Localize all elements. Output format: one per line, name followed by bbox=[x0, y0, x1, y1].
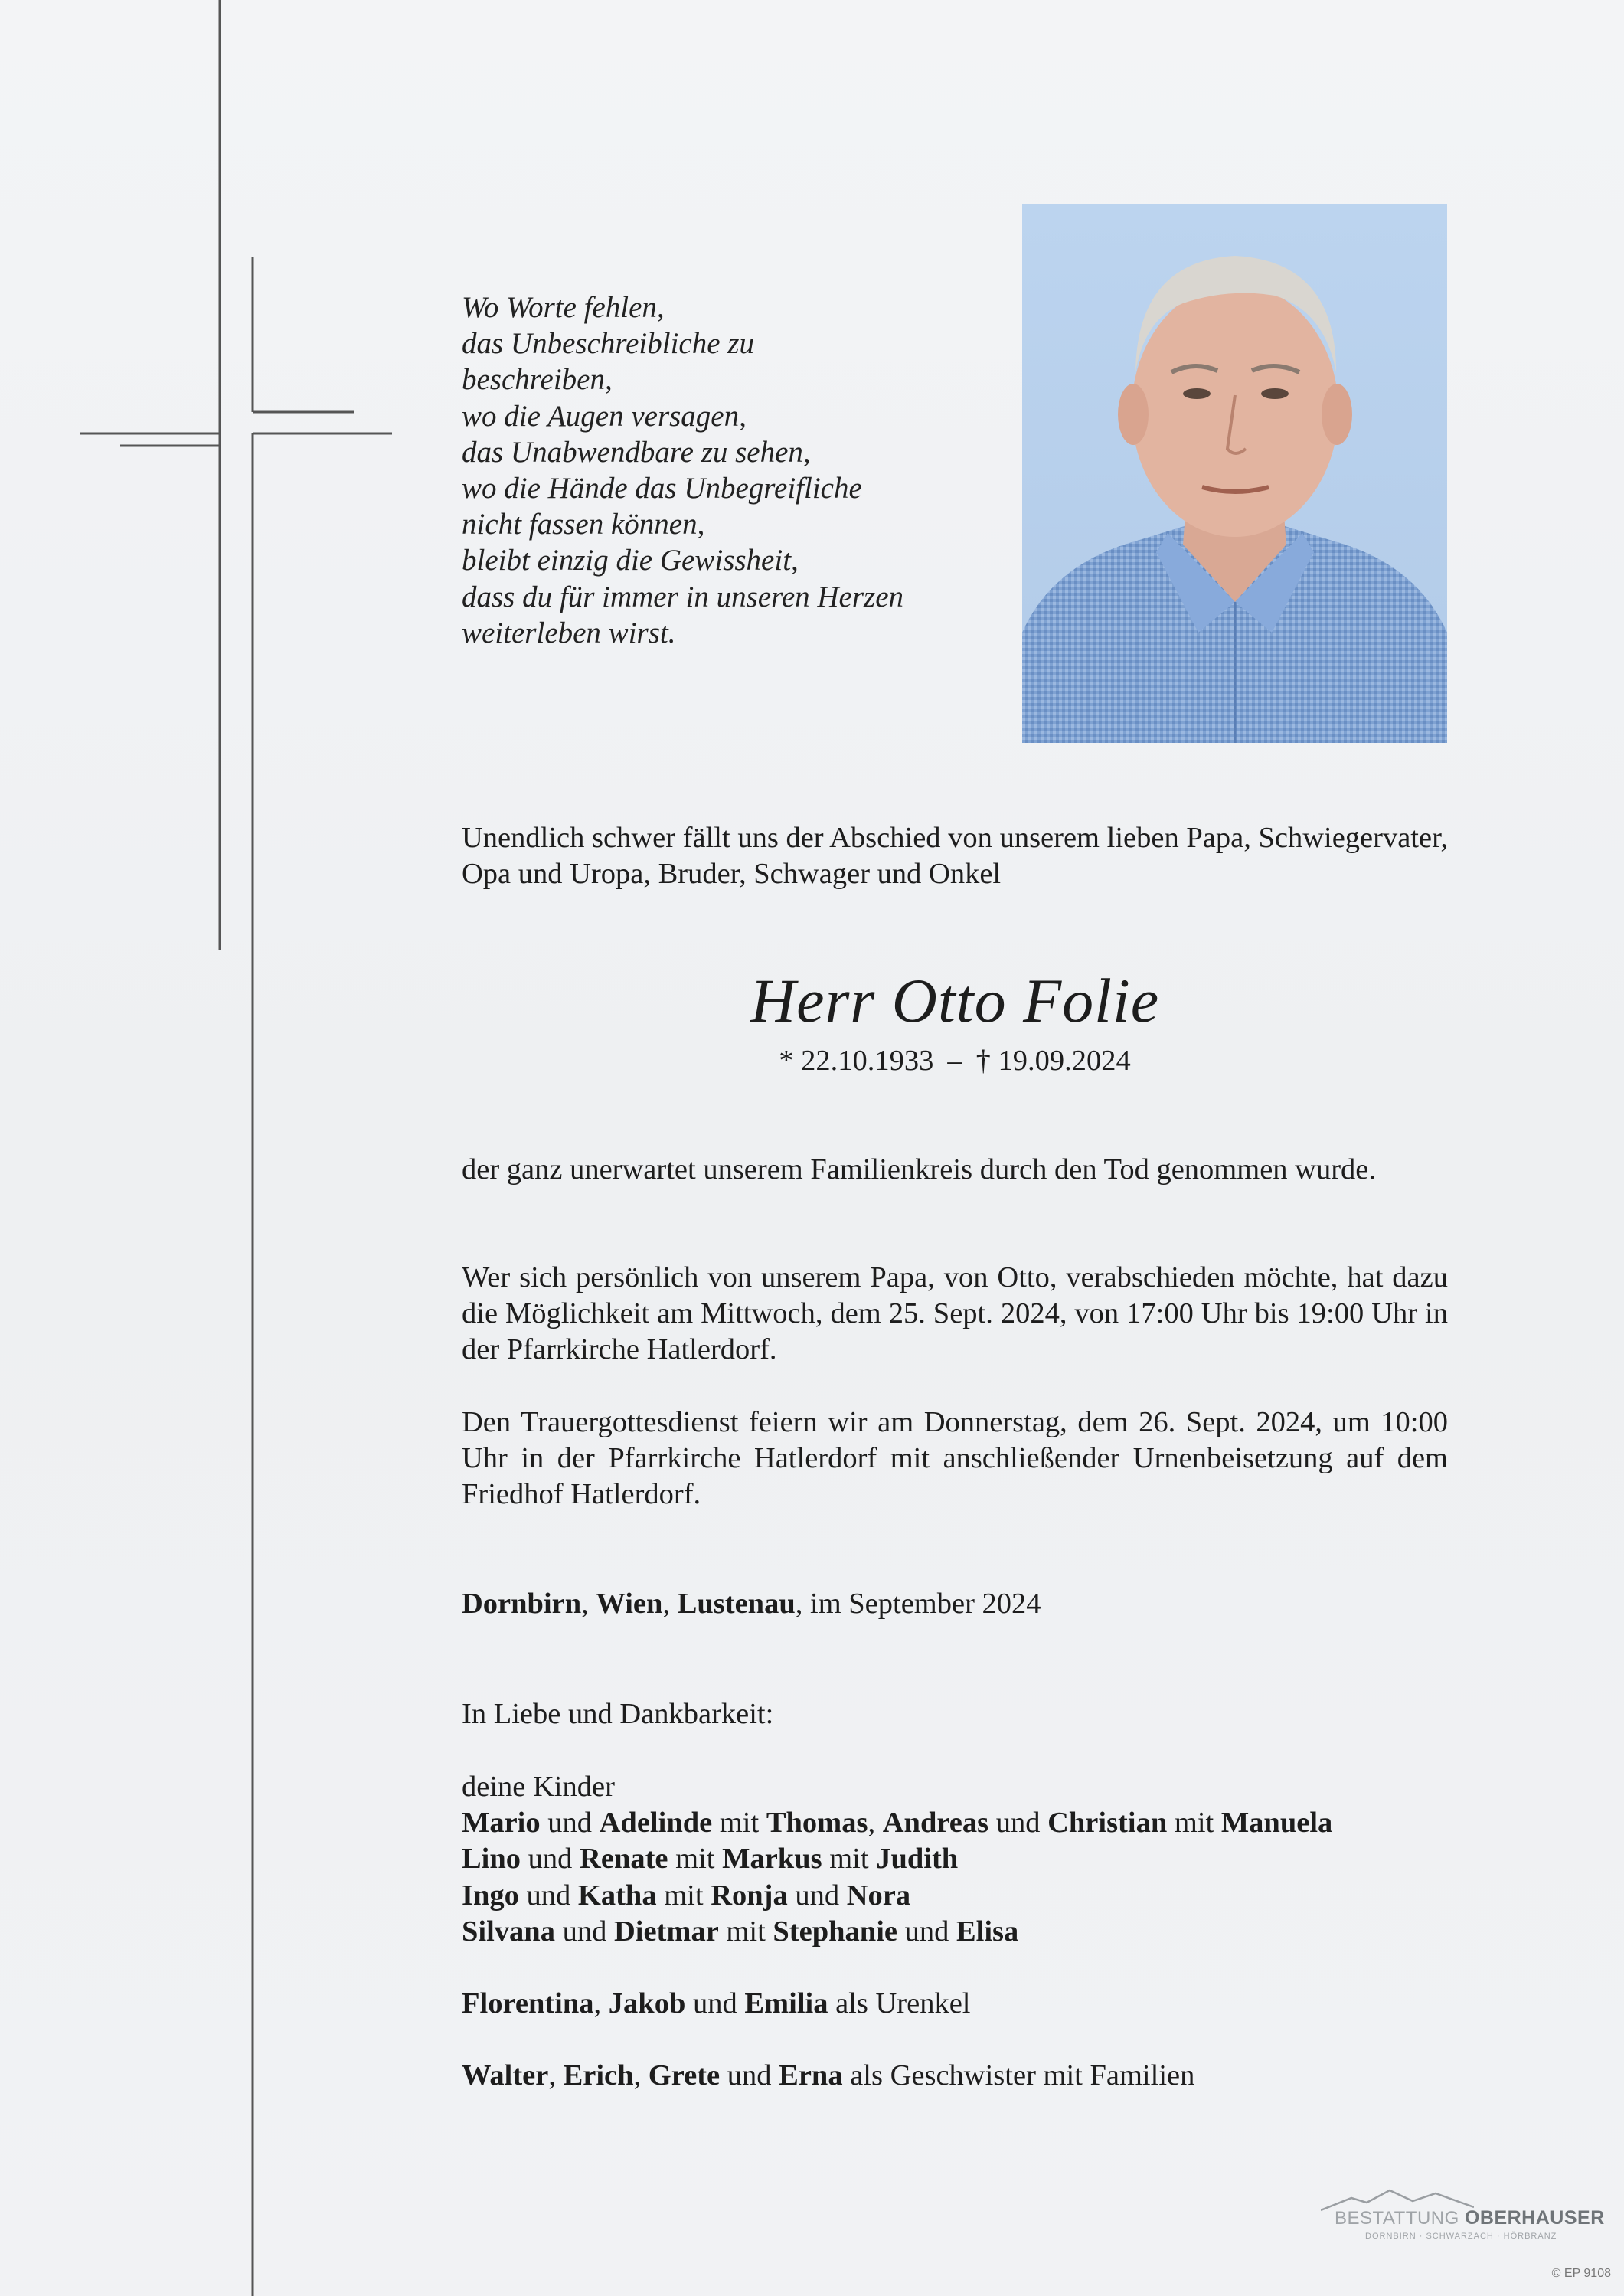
mourners-row bbox=[462, 1878, 1448, 1914]
date-separator: – bbox=[947, 1045, 962, 1077]
logo-text-light: BESTATTUNG bbox=[1335, 2208, 1465, 2229]
mourner-name: Silvana bbox=[462, 1915, 555, 1948]
death-date: † 19.09.2024 bbox=[975, 1045, 1131, 1077]
connector-text: , bbox=[548, 2059, 564, 2092]
poem bbox=[462, 289, 998, 651]
mourners-row bbox=[462, 1914, 1448, 1950]
poem-line: das Unabwendbare zu sehen, bbox=[462, 435, 811, 469]
connector-text: und bbox=[685, 1987, 745, 2020]
mourner-name: Ronja bbox=[711, 1879, 788, 1912]
mourner-name: Stephanie bbox=[773, 1915, 897, 1948]
connector-text: und bbox=[540, 1807, 600, 1840]
deceased-name: Herr Otto Folie bbox=[750, 966, 1160, 1035]
mourner-name: Jakob bbox=[608, 1987, 686, 2020]
mourner-name: Florentina bbox=[462, 1987, 594, 2020]
poem-line: beschreiben, bbox=[462, 363, 613, 397]
mourner-name: Grete bbox=[648, 2059, 721, 2092]
mourner-name: Erna bbox=[779, 2059, 843, 2092]
connector-text: als Urenkel bbox=[828, 1987, 971, 2020]
connector-text: , bbox=[593, 1987, 609, 2020]
logo-text-bold: OBERHAUSER bbox=[1464, 2207, 1605, 2229]
birth-date: * 22.10.1933 bbox=[779, 1045, 934, 1077]
connector-text: und bbox=[554, 1915, 614, 1948]
connector-text: und bbox=[518, 1879, 578, 1912]
mourner-name: Nora bbox=[846, 1879, 911, 1912]
mourner-name: Thomas bbox=[766, 1807, 868, 1840]
connector-text: und bbox=[988, 1807, 1048, 1840]
date-text: , im September 2024 bbox=[795, 1588, 1041, 1620]
connector-text: und bbox=[897, 1915, 956, 1948]
mourner-name: Walter bbox=[462, 2059, 549, 2092]
mourner-name: Dietmar bbox=[613, 1915, 719, 1948]
connector-text: mit bbox=[668, 1843, 723, 1876]
siblings-row bbox=[462, 2058, 1448, 2094]
connector-text: , bbox=[633, 2059, 649, 2092]
thanks-line: In Liebe und Dankbarkeit: bbox=[462, 1698, 774, 1730]
print-code: © EP 9108 bbox=[1551, 2267, 1611, 2280]
mourners-row bbox=[462, 1841, 1448, 1877]
cross-ornament bbox=[0, 0, 429, 2296]
connector-text: und bbox=[521, 1843, 580, 1876]
mourner-name: Ingo bbox=[462, 1879, 519, 1912]
poem-line: bleibt einzig die Gewissheit, bbox=[462, 544, 799, 577]
mourner-name: Katha bbox=[577, 1879, 657, 1912]
connector-text: und bbox=[787, 1879, 847, 1912]
mourner-name: Emilia bbox=[744, 1987, 828, 2020]
mourners-row bbox=[462, 1805, 1448, 1841]
mourner-name: Markus bbox=[722, 1843, 822, 1876]
mourner-name: Lino bbox=[462, 1843, 521, 1876]
mourner-name: Adelinde bbox=[599, 1807, 713, 1840]
connector-text: mit bbox=[1167, 1807, 1221, 1840]
death-note: der ganz unerwartet unserem Familienkreis durch den Tod genommen wurde. bbox=[462, 1153, 1376, 1186]
city-name: Dornbirn bbox=[462, 1588, 582, 1620]
connector-text: , bbox=[868, 1807, 883, 1840]
city-name: Lustenau bbox=[677, 1588, 796, 1620]
poem-line: wo die Augen versagen, bbox=[462, 399, 747, 433]
connector-text: mit bbox=[822, 1843, 877, 1876]
grandchildren-row bbox=[462, 1986, 1448, 2022]
connector-text: mit bbox=[718, 1915, 773, 1948]
poem-line: Wo Worte fehlen, bbox=[462, 291, 665, 324]
poem-line: nicht fassen können, bbox=[462, 508, 705, 541]
mourner-name: Judith bbox=[876, 1843, 959, 1876]
portrait-photo bbox=[1022, 204, 1447, 743]
mourners-heading: deine Kinder bbox=[462, 1771, 615, 1803]
mourner-name: Erich bbox=[563, 2059, 634, 2092]
separator-text: , bbox=[581, 1588, 596, 1620]
mourners-list bbox=[462, 1769, 1448, 2094]
funeral-home-logo bbox=[1305, 2189, 1605, 2242]
mourner-name: Andreas bbox=[882, 1807, 989, 1840]
mourner-name: Christian bbox=[1047, 1807, 1168, 1840]
spacer bbox=[462, 1950, 1448, 1986]
poem-line: das Unbeschreibliche zu bbox=[462, 327, 754, 361]
poem-line: dass du für immer in unseren Herzen bbox=[462, 580, 904, 613]
place-date-line bbox=[462, 1586, 1448, 1622]
mourner-name: Mario bbox=[462, 1807, 541, 1840]
spacer bbox=[462, 2022, 1448, 2058]
mourner-name: Renate bbox=[580, 1843, 668, 1876]
portrait-illustration bbox=[1022, 204, 1447, 743]
farewell-paragraph: Wer sich persönlich von unserem Papa, von Otto, verabschieden möchte, hat dazu die Möglichkeit am Mittwoch, dem 25. Sept. 2024, von 17:00 Uhr bis 19:00 Uhr in der Pfarrkirche Hatlerdorf. bbox=[462, 1261, 1448, 1365]
logo-wordmark bbox=[1335, 2207, 1605, 2229]
poem-line: wo die Hände das Unbegreifliche bbox=[462, 472, 862, 505]
mourner-name: Elisa bbox=[956, 1915, 1019, 1948]
city-name: Wien bbox=[596, 1588, 663, 1620]
service-paragraph: Den Trauergottesdienst feiern wir am Donnerstag, dem 26. Sept. 2024, um 10:00 Uhr in der Pfarrkirche Hatlerdorf mit anschließender Urnenbeisetzung auf dem Friedhof Hatlerdorf. bbox=[462, 1406, 1448, 1510]
separator-text: , bbox=[662, 1588, 678, 1620]
mourner-name: Manuela bbox=[1220, 1807, 1333, 1840]
intro-text: Unendlich schwer fällt uns der Abschied von unserem lieben Papa, Schwiegervater, Opa und Uropa, Bruder, Schwager und Onkel bbox=[462, 822, 1448, 890]
logo-subline: DORNBIRN · SCHWARZACH · HÖRBRANZ bbox=[1365, 2232, 1557, 2241]
connector-text: mit bbox=[656, 1879, 711, 1912]
poem-line: weiterleben wirst. bbox=[462, 616, 676, 649]
connector-text: und bbox=[720, 2059, 779, 2092]
connector-text: als Geschwister mit Familien bbox=[842, 2059, 1195, 2092]
life-dates bbox=[462, 1043, 1448, 1078]
connector-text: mit bbox=[712, 1807, 766, 1840]
